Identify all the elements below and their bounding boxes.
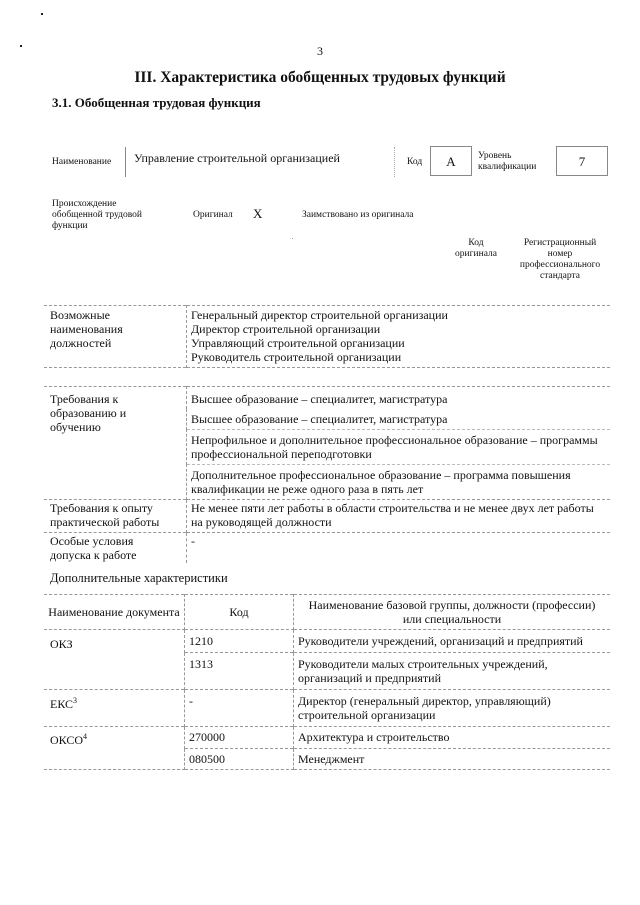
- education-item: Дополнительное профессиональное образование – программа повышения квалификации не реже одного раза в пять лет: [187, 465, 611, 500]
- original-label: Оригинал: [193, 210, 233, 220]
- additional-row: [44, 748, 610, 769]
- requirements-table: [44, 386, 610, 563]
- origin-label-line-1: Происхождение: [52, 199, 117, 209]
- special-value: -: [187, 533, 611, 564]
- function-name: Управление строительной организацией: [134, 151, 340, 165]
- row-code: 1210: [185, 630, 294, 653]
- education-row: [44, 387, 610, 410]
- scan-mark: [41, 13, 43, 15]
- additional-table: [44, 594, 610, 770]
- code-value: А: [446, 154, 456, 169]
- row-name: Директор (генеральный директор, управляющий) строительной организации: [294, 690, 611, 727]
- borrowed-label: Заимствовано из оригинала: [302, 210, 414, 220]
- education-item: Высшее образование – специалитет, магистратура: [191, 392, 448, 406]
- function-name-box: [125, 147, 395, 177]
- additional-row: [44, 727, 610, 749]
- code-label: Код: [407, 157, 423, 167]
- additional-header-row: [44, 595, 610, 630]
- additional-row: [44, 653, 610, 690]
- row-doc: [44, 630, 185, 653]
- registration-number-label: [510, 238, 610, 282]
- reg-line-2: номер: [547, 249, 573, 259]
- row-name: Руководители малых строительных учреждений, организаций и предприятий: [294, 653, 611, 690]
- code-original-line-2: оригинала: [455, 249, 497, 259]
- row-doc-sup: 4: [83, 732, 88, 741]
- reg-line-1: Регистрационный: [523, 238, 597, 248]
- row-doc-text: ОКСО: [50, 733, 84, 747]
- row-doc: [44, 690, 185, 727]
- row-doc: [44, 653, 185, 690]
- origin-label: [52, 199, 142, 232]
- origin-divider: [292, 238, 293, 239]
- row-code: 270000: [185, 727, 294, 749]
- position-item: Директор строительной организации: [191, 322, 381, 336]
- special-label: [44, 533, 187, 564]
- origin-label-line-2: обобщенной трудовой: [52, 210, 142, 220]
- row-name: Менеджмент: [294, 748, 611, 769]
- header-code: Код: [185, 595, 294, 630]
- special-label-line-1: Особые условия: [50, 534, 134, 548]
- experience-label-line-1: Требования к опыту: [50, 501, 153, 515]
- row-code: 1313: [185, 653, 294, 690]
- row-doc-text: ЕКС: [50, 697, 74, 711]
- row-doc-text: ОКЗ: [50, 637, 73, 651]
- reg-line-3: профессионального: [519, 260, 601, 270]
- subsection-title: 3.1. Обобщенная трудовая функция: [52, 95, 261, 110]
- row-code: -: [185, 690, 294, 727]
- level-label: [478, 151, 536, 173]
- row-doc-sup: 3: [73, 696, 78, 705]
- positions-list: [187, 306, 611, 368]
- level-label-line-2: квалификации: [478, 162, 537, 172]
- level-value: 7: [578, 154, 586, 169]
- code-box: [430, 146, 472, 176]
- position-item: Руководитель строительной организации: [191, 350, 402, 364]
- education-label: [44, 387, 187, 500]
- additional-row: [44, 630, 610, 653]
- positions-table: [44, 305, 610, 368]
- header-name: Наименование базовой группы, должности (профессии) или специальности: [294, 595, 611, 630]
- row-name: Архитектура и строительство: [294, 727, 611, 749]
- section-title: III. Характеристика обобщенных трудовых функций: [134, 69, 506, 86]
- additional-row: [44, 690, 610, 727]
- level-box: [556, 146, 608, 176]
- header-doc: Наименование документа: [44, 595, 185, 630]
- additional-title: Дополнительные характеристики: [50, 571, 228, 585]
- positions-label-line-1: Возможные: [50, 308, 110, 322]
- special-row: [44, 533, 610, 564]
- experience-label: [44, 500, 187, 533]
- special-label-line-2: допуска к работе: [50, 548, 137, 562]
- experience-row: [44, 500, 610, 533]
- experience-label-line-2: практической работы: [50, 515, 160, 529]
- education-label-line-1: Требования к: [50, 392, 119, 406]
- code-original-label: [446, 238, 506, 260]
- education-item: Непрофильное и дополнительное профессиональное образование – программы профессиональной переподготовки: [187, 430, 611, 465]
- position-item: Генеральный директор строительной организации: [191, 308, 448, 322]
- position-item: Управляющий строительной организации: [191, 336, 405, 350]
- row-doc: [44, 748, 185, 769]
- positions-label: [44, 306, 187, 368]
- positions-label-line-2: наименования: [50, 322, 123, 336]
- row-doc: [44, 727, 185, 749]
- education-label-line-2: образованию и: [50, 406, 127, 420]
- name-label: Наименование: [52, 157, 112, 167]
- education-item: Высшее образование – специалитет, магистратура: [191, 412, 448, 426]
- level-label-line-1: Уровень: [478, 151, 512, 161]
- row-name: Руководители учреждений, организаций и предприятий: [298, 634, 583, 648]
- row-code: 080500: [185, 748, 294, 769]
- page-number: 3: [317, 44, 323, 58]
- original-mark: X: [253, 206, 263, 221]
- experience-value: Не менее пяти лет работы в области строительства и не менее двух лет работы на руководящей должности: [187, 500, 611, 533]
- reg-line-4: стандарта: [540, 271, 580, 281]
- positions-label-line-3: должностей: [50, 336, 112, 350]
- positions-row: [44, 306, 610, 368]
- origin-label-line-3: функции: [52, 221, 88, 231]
- code-original-line-1: Код: [468, 238, 484, 248]
- education-label-line-3: обучению: [50, 420, 101, 434]
